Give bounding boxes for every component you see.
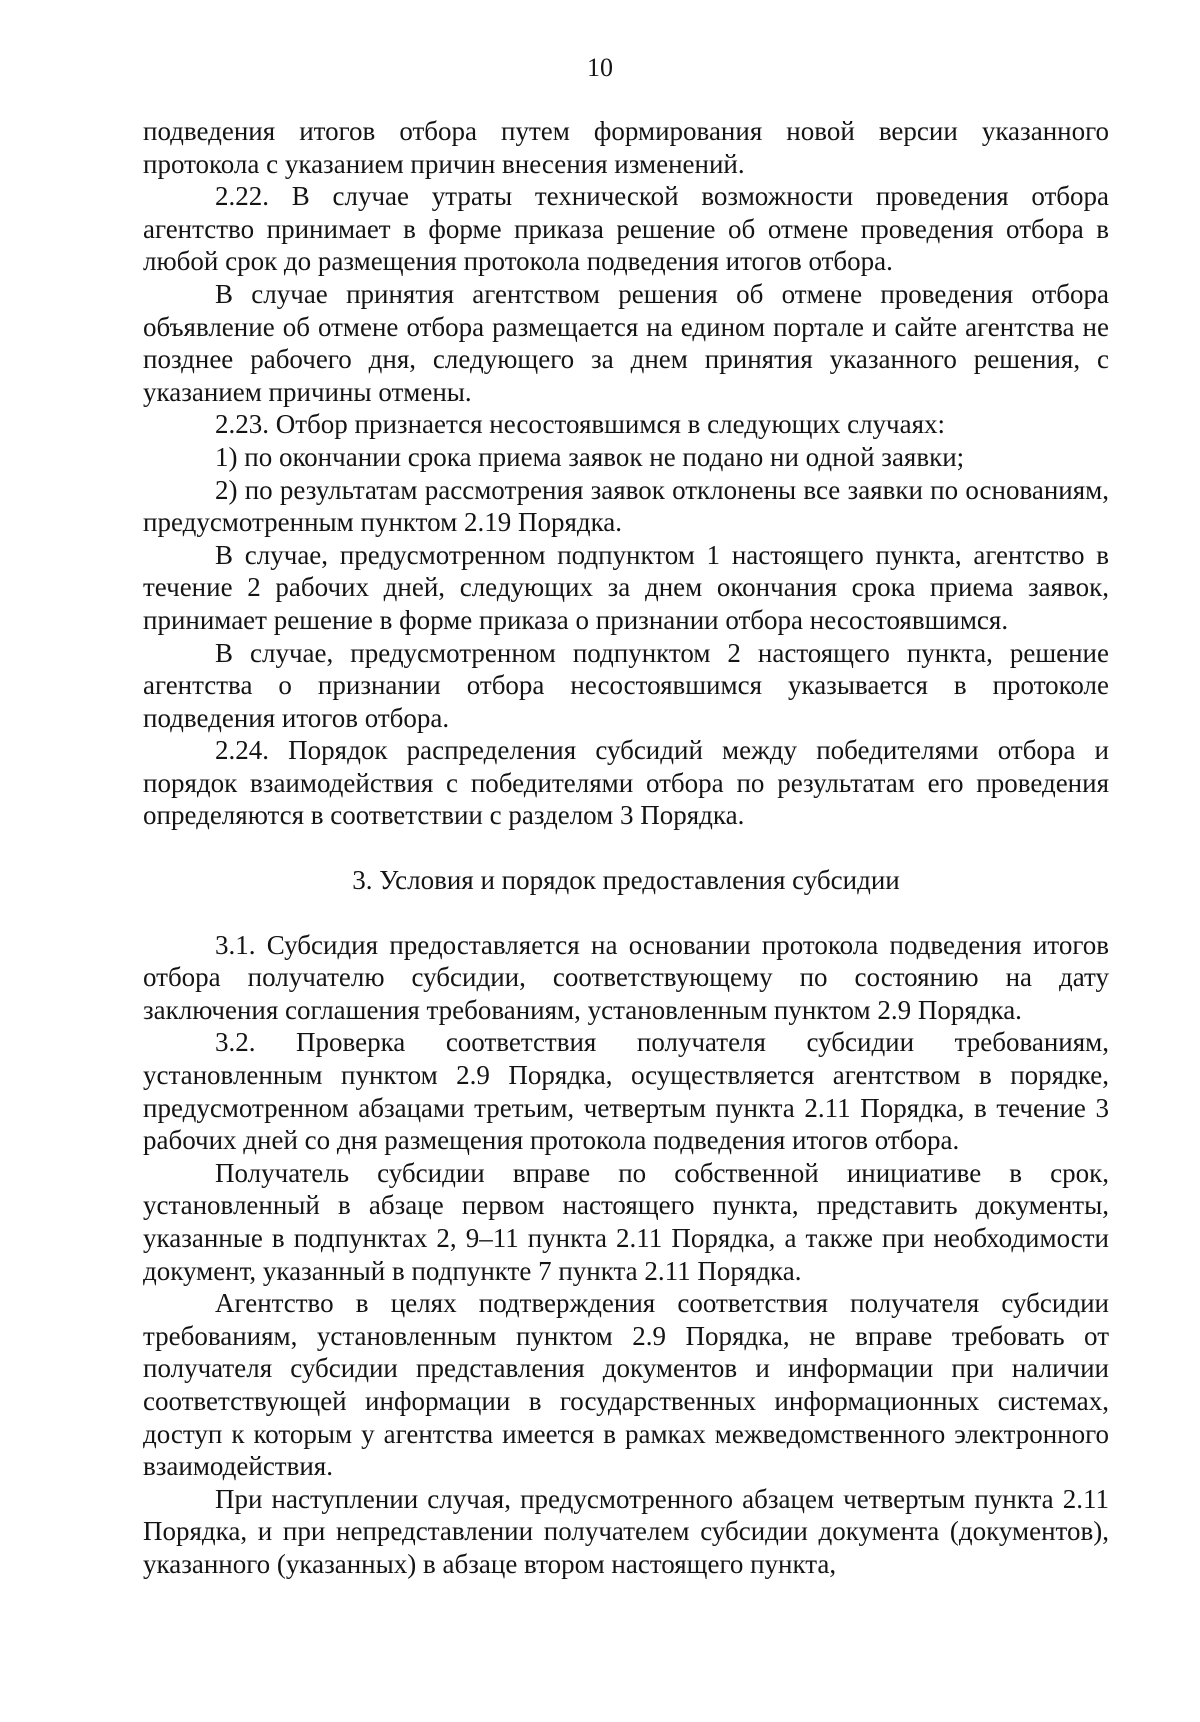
- paragraphs-before-heading: [143, 115, 1109, 832]
- page-number: 10: [587, 53, 613, 82]
- paragraph: 2) по результатам рассмотрения заявок отклонены все заявки по основаниям, предусмотренным пунктом 2.19 Порядка.: [143, 474, 1109, 538]
- paragraph: В случае принятия агентством решения об отмене проведения отбора объявление об отмене отбора размещается на едином портале и сайте агентства не позднее рабочего дня, следующего за днем принятия указанного решения, с указанием причины отмены.: [143, 278, 1109, 407]
- paragraph: 2.23. Отбор признается несостоявшимся в следующих случаях:: [215, 409, 946, 440]
- paragraph: подведения итогов отбора путем формирования новой версии указанного протокола с указанием причин внесения изменений.: [143, 116, 1109, 179]
- paragraph: 1) по окончании срока приема заявок не подано ни одной заявки;: [215, 441, 965, 472]
- paragraph: Агентство в целях подтверждения соответствия получателя субсидии требованиям, установленным пунктом 2.9 Порядка, не вправе требовать от получателя субсидии представления документов и информации при наличии соответствующей информации в государственных информационных системах, доступ к которым у агентства имеется в рамках межведомственного электронного взаимодействия.: [143, 1288, 1109, 1482]
- paragraph: 2.24. Порядок распределения субсидий между победителями отбора и порядок взаимодействия с победителями отбора по результатам его проведения определяются в соответствии с разделом 3 Порядка.: [143, 735, 1109, 831]
- paragraph: В случае, предусмотренном подпунктом 1 настоящего пункта, агентство в течение 2 рабочих дней, следующих за днем окончания срока приема заявок, принимает решение в форме приказа о признании отбора несостоявшимся.: [143, 539, 1109, 635]
- paragraph: 3.2. Проверка соответствия получателя субсидии требованиям, установленным пунктом 2.9 Порядка, осуществляется агентством в порядке, предусмотренном абзацами третьим, четвертым пункта 2.11 Порядка, в течение 3 рабочих дней со дня размещения протокола подведения итогов отбора.: [143, 1027, 1109, 1156]
- paragraph: Получатель субсидии вправе по собственной инициативе в срок, установленный в абзаце первом настоящего пункта, представить документы, указанные в подпунктах 2, 9–11 пункта 2.11 Порядка, а также при необходимости документ, указанный в подпункте 7 пункта 2.11 Порядка.: [143, 1157, 1109, 1286]
- paragraph: 3.1. Субсидия предоставляется на основании протокола подведения итогов отбора получателю субсидии, соответствующему по состоянию на дату заключения соглашения требованиям, установленным пунктом 2.9 Порядка.: [143, 929, 1109, 1025]
- section-heading: 3. Условия и порядок предоставления субсидии: [352, 865, 900, 896]
- document-body: [143, 115, 1109, 1581]
- paragraph: 2.22. В случае утраты технической возможности проведения отбора агентство принимает в форме приказа решение об отмене проведения отбора в любой срок до размещения протокола подведения итогов отбора.: [143, 181, 1109, 277]
- paragraph: При наступлении случая, предусмотренного абзацем четвертым пункта 2.11 Порядка, и при непредставлении получателем субсидии документа (документов), указанного (указанных) в абзаце втором настоящего пункта,: [143, 1483, 1109, 1579]
- paragraph: В случае, предусмотренном подпунктом 2 настоящего пункта, решение агентства о признании отбора несостоявшимся указывается в протоколе подведения итогов отбора.: [143, 637, 1109, 733]
- paragraphs-after-heading: [143, 929, 1109, 1581]
